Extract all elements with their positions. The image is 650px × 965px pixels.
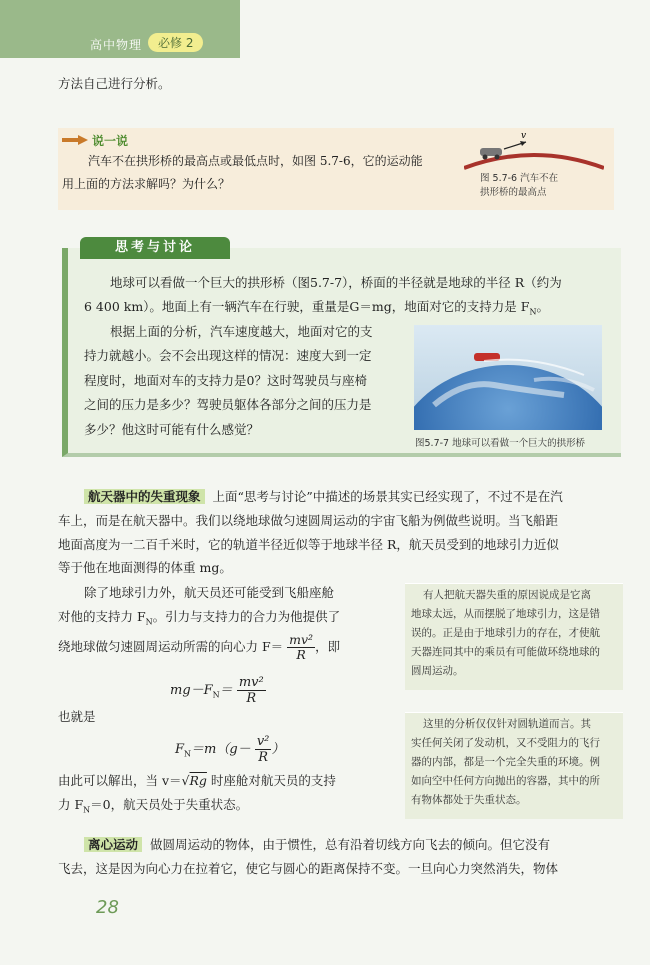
say-line-1: 汽车不在拱形桥的最高点或最低点时，如图 5.7-6，它的运动能 <box>88 154 423 168</box>
weightless-line-8: 也就是 <box>58 709 96 724</box>
centrifugal-heading: 离心运动 <box>84 837 142 852</box>
discuss-line-7: 多少？他这时可能有什么感觉？ <box>84 422 260 437</box>
page-number: 28 <box>96 897 119 918</box>
discuss-caption: 图5.7-7 地球可以看做一个巨大的拱形桥 <box>415 438 586 449</box>
side-note-1: 有人把航天器失重的原因说成是它离 地球太远，从而摆脱了地球引力，这是错 误的。正是由于地球引力的存在，才使航 天器连同其中的乘员有可能做环绕地球的 圆周运动。 <box>405 583 623 690</box>
weightless-para-line-1: 航天器中的失重现象 上面“思考与讨论”中描述的场景其实已经实现了，不过不是在汽 <box>84 485 563 508</box>
header-title: 高中物理 <box>90 38 143 52</box>
header-badge: 必修 2 <box>148 33 203 52</box>
discuss-line-3: 根据上面的分析，汽车速度越大，地面对它的支 <box>110 324 373 339</box>
weightless-line-10: 力 $F_N=0$，航天员处于失重状态。 <box>58 797 249 815</box>
say-caption-2: 拱形桥的最高点 <box>480 187 547 198</box>
arrow-icon <box>62 135 88 145</box>
side-note-2: 这里的分析仅仅针对圆轨道而言。其 实任何关闭了发动机，又不受阻力的飞行 器的内部，都是一个完全失重的环境。例 如向空中任何方向抛出的容器，其中的所 有物体都处于失重状态。 <box>405 712 623 819</box>
intro-line: 方法自己进行分析。 <box>58 76 171 91</box>
discuss-title: 思考与讨论 <box>80 237 230 259</box>
earth-figure <box>414 325 602 430</box>
arch-bridge-figure <box>464 128 604 170</box>
discuss-line-4: 持力就越小。会不会出现这样的情况：速度大到一定 <box>84 348 372 363</box>
say-line-2: 用上面的方法求解吗？为什么？ <box>62 177 231 191</box>
centrifugal-line-2: 飞去，这是因为向心力在拉着它，使它与圆心的距离保持不变。一旦向心力突然消失，物体 <box>58 861 559 876</box>
discuss-line-5: 程度时，地面对车的支持力是0？这时驾驶员与座椅 <box>84 373 367 388</box>
discuss-line-6: 之间的压力是多少？驾驶员躯体各部分之间的压力是 <box>84 397 372 412</box>
centrifugal-line-1: 离心运动 做圆周运动的物体，由于惯性，总有沿着切线方向飞去的倾向。但它没有 <box>84 833 550 856</box>
weightless-line-9: 由此可以解出，当 v＝√Rg 时座舱对航天员的支持 <box>58 773 336 788</box>
weightless-line-3: 地面高度为一二百千米时，它的轨道半径近似等于地球半径 R，航天员受到的地球引力近似 <box>58 537 559 552</box>
discuss-line-1: 地球可以看做一个巨大的拱形桥（图5.7-7），桥面的半径就是地球的半径 R（约为 <box>110 275 562 290</box>
weightless-line-5: 除了地球引力外，航天员还可能受到飞船座舱 <box>84 585 335 600</box>
discuss-line-2: 6 400 km）。地面上有一辆汽车在行驶，重量是G＝mg，地面对它的支持力是 $F_N$。 <box>84 299 549 317</box>
say-title: 说一说 <box>92 134 129 148</box>
formula-1: $mg-F_N=$ $\frac{\text{mv²}}{R}$ <box>170 675 264 706</box>
say-caption-1: 图 5.7-6 汽车不在 <box>480 173 559 184</box>
weightless-line-4: 等于他在地面测得的体重 mg。 <box>58 560 232 575</box>
velocity-label: v <box>521 131 527 141</box>
weightless-line-7: 绕地球做匀速圆周运动所需的向心力 F＝ $\frac{\text{mv²}}{R}$ ，即 <box>58 632 341 662</box>
formula-2: $F_N=m(g-$ $\frac{\text{v²}}{R}$ ） <box>175 734 285 765</box>
weightless-heading: 航天器中的失重现象 <box>84 489 205 504</box>
weightless-line-6: 对他的支持力 $F_N$。引力与支持力的合力为他提供了 <box>58 609 341 627</box>
weightless-line-2: 车上，而是在航天器中。我们以绕地球做匀速圆周运动的宇宙飞船为例做些说明。当飞船距 <box>58 513 559 528</box>
